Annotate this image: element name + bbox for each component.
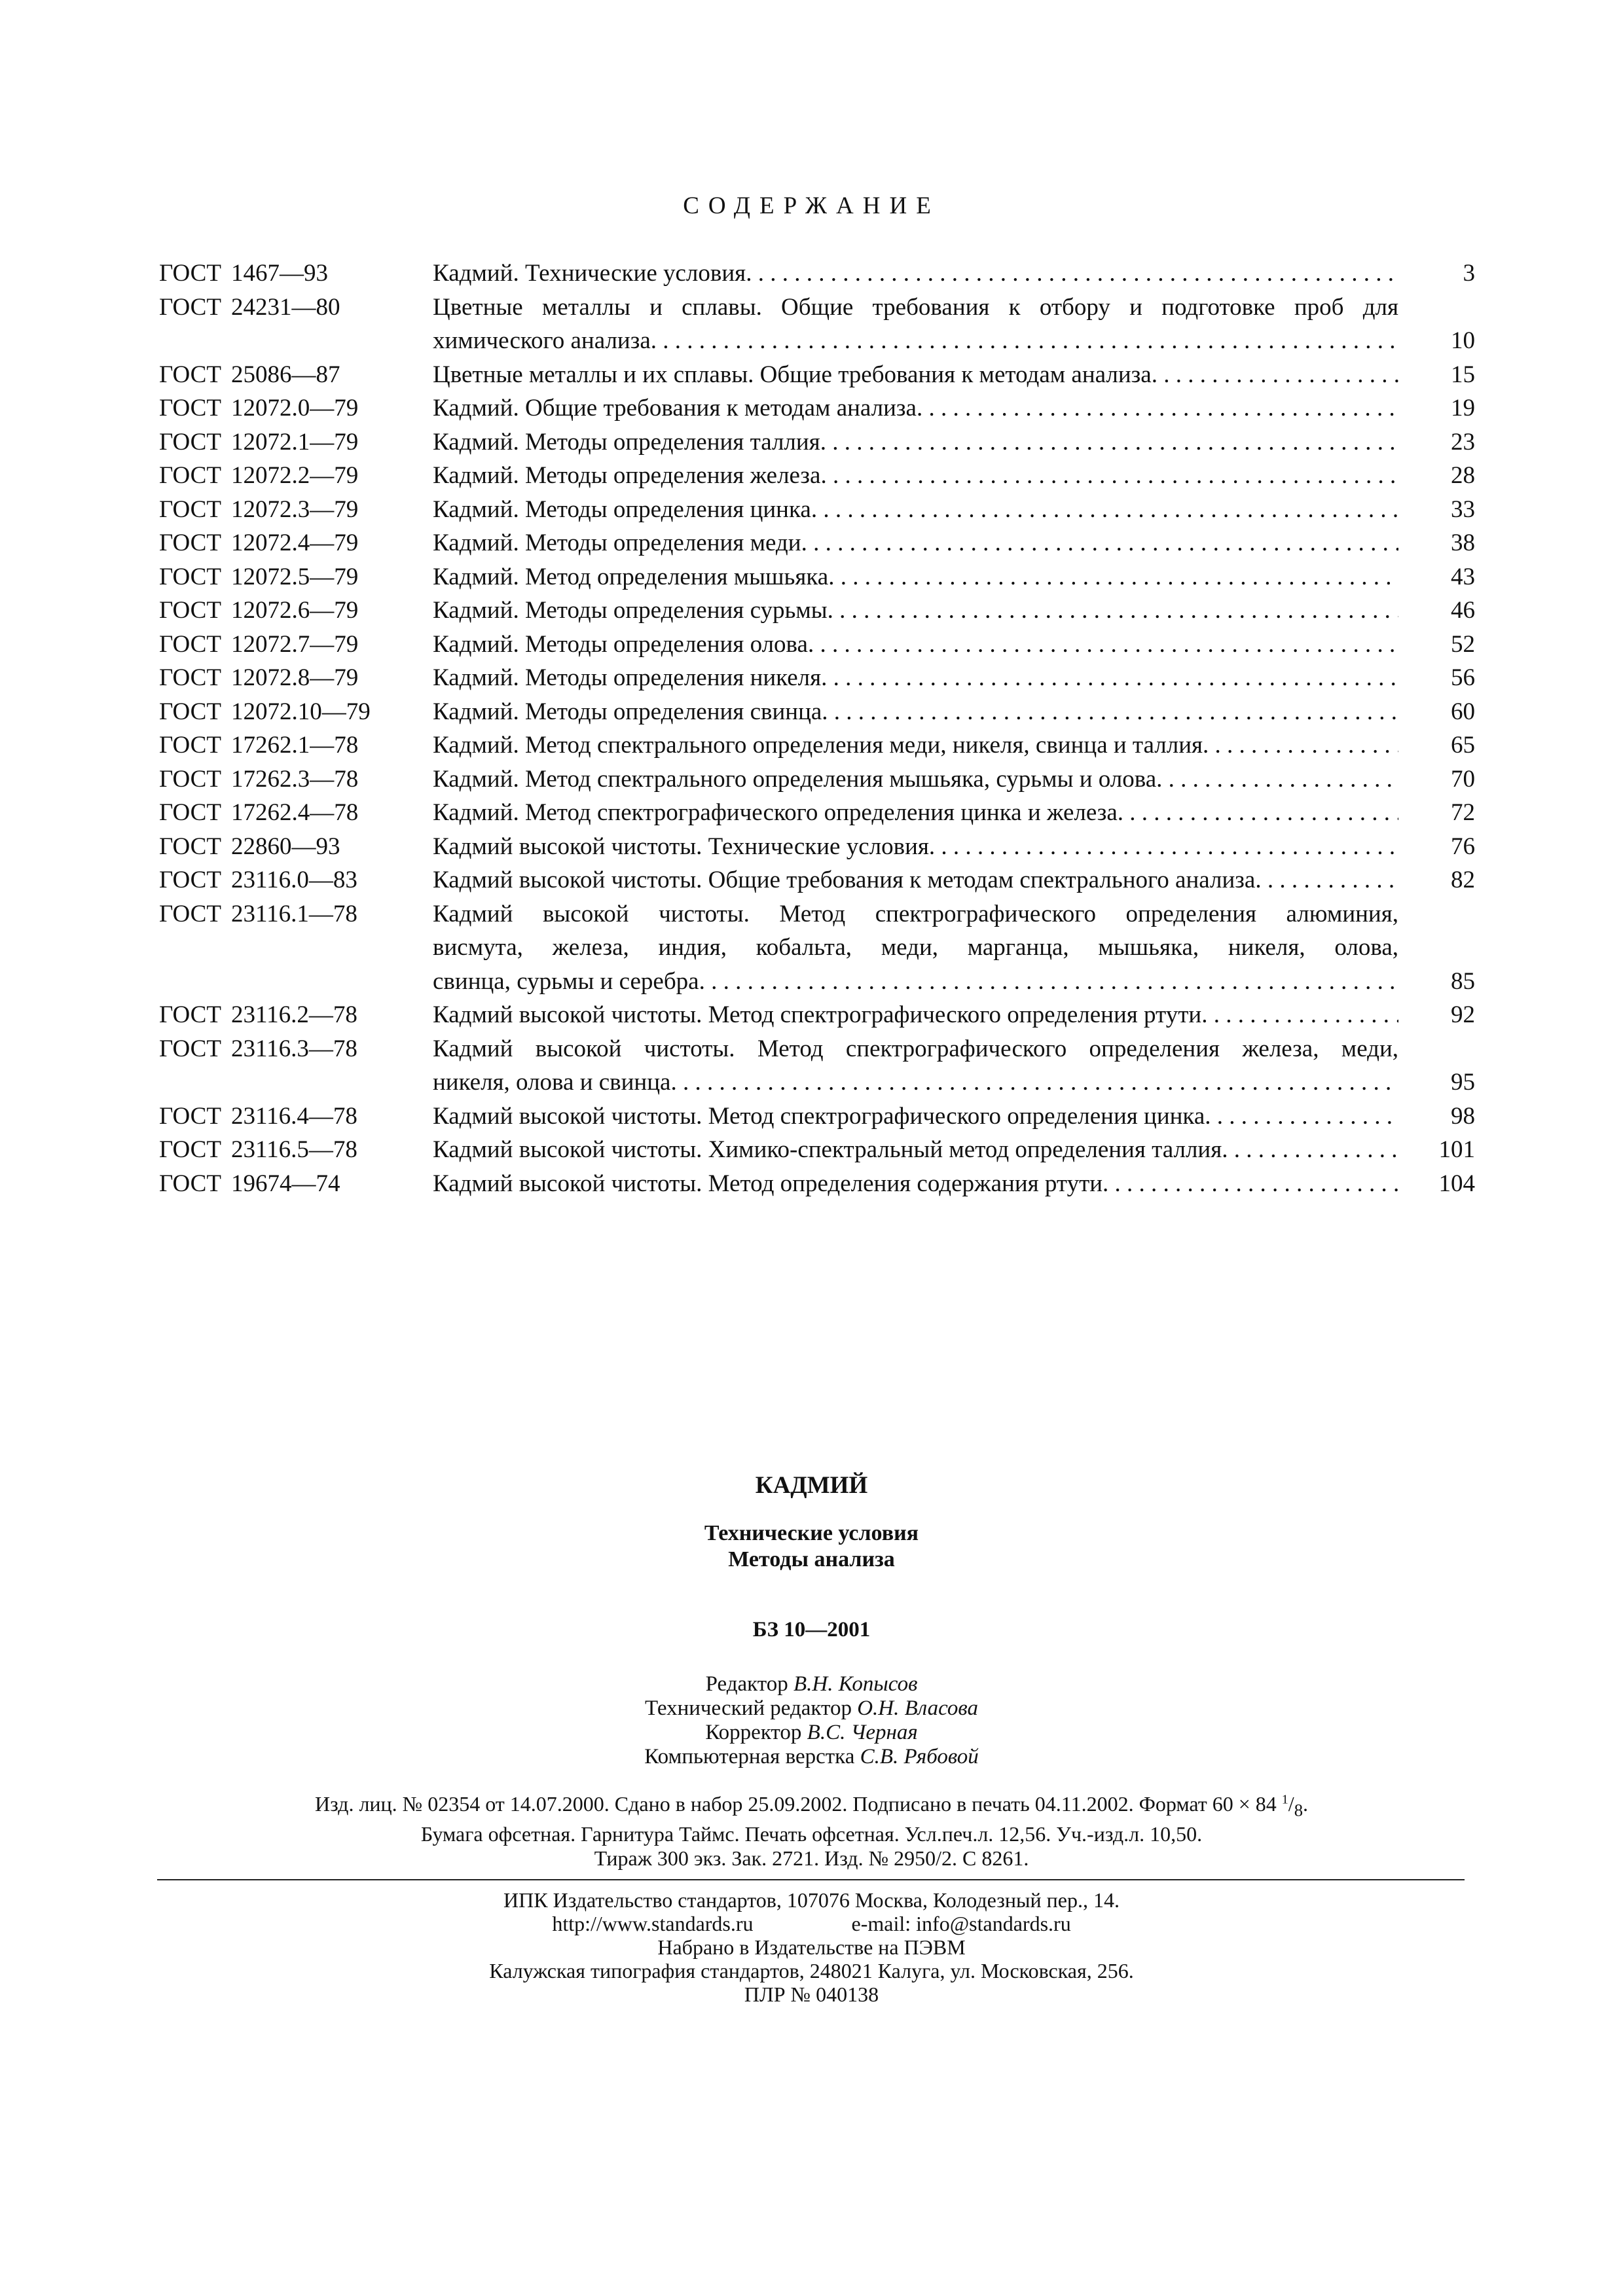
toc-entry-title-line xyxy=(433,391,1398,425)
toc-entry-page-number: 33 xyxy=(1451,495,1475,523)
toc-entry-title-text: Кадмий высокой чистоты. Технические условия xyxy=(433,833,929,860)
toc-entry-title-text: Кадмий. Метод спектрального определения мышьяка, сурьмы и олова xyxy=(433,765,1157,793)
toc-entry-page-number: 15 xyxy=(1451,361,1475,388)
toc-entry-standard xyxy=(159,897,433,931)
horizontal-divider xyxy=(157,1879,1465,1880)
toc-entry-standard xyxy=(159,998,433,1032)
toc-entry-title xyxy=(433,1032,1398,1100)
credit-role: Технический редактор xyxy=(644,1696,852,1720)
toc-entry xyxy=(159,291,1475,358)
toc-entry-title-line xyxy=(433,1066,1398,1100)
toc-dot-leader xyxy=(811,493,1398,527)
toc-entry-title-line xyxy=(433,897,1398,931)
book-title: КАДМИЙ xyxy=(755,1472,868,1499)
toc-dot-leader xyxy=(808,628,1398,662)
toc-entry-title-line xyxy=(433,863,1398,897)
toc-dot-leader xyxy=(1156,762,1398,797)
toc-entry-standard-prefix: ГОСТ xyxy=(159,1035,221,1062)
toc-entry-standard-number: 12072.5—79 xyxy=(231,563,359,590)
toc-entry-standard-number: 23116.1—78 xyxy=(231,900,357,927)
publication-info-text: Изд. лиц. № 02354 от 14.07.2000. Сдано в набор 25.09.2002. Подписано в печать 04.11.2002. Формат 60 × 84 xyxy=(314,1792,1277,1816)
toc-entry-title-text: Кадмий. Методы определения железа xyxy=(433,462,821,489)
toc-entry-standard xyxy=(159,358,433,392)
toc-entry xyxy=(159,762,1475,797)
toc-entry-standard-number: 17262.4—78 xyxy=(231,799,359,826)
toc-entry-title xyxy=(433,1100,1398,1134)
toc-entry-title xyxy=(433,998,1398,1032)
toc-entry-title xyxy=(433,358,1398,392)
toc-entry-standard xyxy=(159,1133,433,1167)
toc-entry-standard-prefix: ГОСТ xyxy=(159,1001,221,1028)
toc-entry-title xyxy=(433,425,1398,459)
toc-dot-leader xyxy=(820,425,1398,459)
toc-entry xyxy=(159,391,1475,425)
toc-entry-standard-number: 12072.2—79 xyxy=(231,462,359,489)
toc-entry xyxy=(159,1167,1475,1201)
toc-entry-title xyxy=(433,493,1398,527)
credit-line xyxy=(0,1721,1623,1745)
credit-role: Компьютерная верстка xyxy=(644,1745,855,1768)
toc-dot-leader xyxy=(1201,998,1398,1032)
toc-dot-leader xyxy=(1222,1133,1398,1167)
toc-entry-title-line xyxy=(433,762,1398,797)
toc-entry-standard xyxy=(159,762,433,797)
toc-entry-title xyxy=(433,1133,1398,1167)
toc-dot-leader xyxy=(821,661,1398,695)
toc-entry-title-text: Кадмий высокой чистоты. Метод спектрографического определения железа, меди, xyxy=(433,1035,1398,1062)
toc-entry-standard-prefix: ГОСТ xyxy=(159,900,221,927)
toc-entry-page-number: 95 xyxy=(1451,1069,1475,1096)
toc-entry-standard xyxy=(159,257,433,291)
publisher-email: e-mail: info@standards.ru xyxy=(851,1912,1071,1935)
toc-entry-page-number: 72 xyxy=(1451,799,1475,826)
toc-dot-leader xyxy=(651,324,1398,358)
toc-entry-title-line xyxy=(433,830,1398,864)
publisher-info xyxy=(0,1888,1623,2006)
toc-entry-standard-number: 23116.0—83 xyxy=(231,867,357,893)
toc-entry-page-number: 98 xyxy=(1451,1102,1475,1130)
toc-entry xyxy=(159,459,1475,493)
credit-role: Редактор xyxy=(705,1672,788,1696)
toc-entry-title-text: Кадмий. Методы определения свинца xyxy=(433,698,822,725)
toc-entry xyxy=(159,628,1475,662)
toc-entry xyxy=(159,661,1475,695)
toc-entry-title-text: Кадмий. Методы определения цинка xyxy=(433,495,811,523)
toc-entry-standard xyxy=(159,661,433,695)
toc-entry xyxy=(159,425,1475,459)
toc-entry-standard-number: 22860—93 xyxy=(231,833,340,860)
toc-entry-standard xyxy=(159,526,433,560)
bz-number: БЗ 10—2001 xyxy=(752,1618,871,1641)
toc-entry-title xyxy=(433,1167,1398,1201)
book-subtitles xyxy=(0,1520,1623,1573)
toc-entry-standard xyxy=(159,728,433,762)
toc-entry xyxy=(159,1032,1475,1100)
toc-dot-leader xyxy=(801,526,1398,560)
toc-entry-title-line xyxy=(433,594,1398,628)
toc-entry-title-line xyxy=(433,796,1398,830)
toc-entry-title-text: Кадмий. Методы определения сурьмы xyxy=(433,597,828,624)
toc-entry-title xyxy=(433,728,1398,762)
toc-dot-leader xyxy=(828,560,1398,594)
toc-entry-title-line xyxy=(433,998,1398,1032)
toc-entry-title-text: Кадмий высокой чистоты. Метод спектрографического определения ртути xyxy=(433,1001,1202,1028)
toc-entry xyxy=(159,1100,1475,1134)
toc-entry-title-text: Кадмий высокой чистоты. Общие требования к методам спектрального анализа xyxy=(433,867,1256,893)
toc-entry xyxy=(159,998,1475,1032)
editorial-credits xyxy=(0,1672,1623,1769)
toc-entry-title-text: Кадмий. Общие требования к методам анализа xyxy=(433,395,917,422)
toc-entry-standard xyxy=(159,493,433,527)
toc-entry-standard-prefix: ГОСТ xyxy=(159,293,221,321)
publisher-web-contacts xyxy=(0,1912,1623,1935)
toc-entry-standard-number: 12072.3—79 xyxy=(231,495,359,523)
toc-entry-title-line xyxy=(433,1133,1398,1167)
toc-entry-standard-number: 23116.5—78 xyxy=(231,1136,357,1163)
toc-entry-standard-number: 12072.8—79 xyxy=(231,664,359,691)
toc-entry-standard-number: 19674—74 xyxy=(231,1170,340,1197)
toc-entry-standard-number: 12072.7—79 xyxy=(231,630,359,658)
toc-entry-page-number: 65 xyxy=(1451,732,1475,759)
toc-entry-title-line xyxy=(433,291,1398,325)
toc-entry-title-text: Кадмий высокой чистоты. Химико-спектральный метод определения таллия xyxy=(433,1136,1222,1163)
credit-role: Корректор xyxy=(705,1721,802,1744)
toc-entry-title-text: Кадмий. Методы определения таллия xyxy=(433,428,820,456)
toc-entry-title xyxy=(433,594,1398,628)
toc-dot-leader xyxy=(1118,796,1398,830)
toc-entry-standard-prefix: ГОСТ xyxy=(159,361,221,388)
toc-entry xyxy=(159,897,1475,999)
toc-entry-page-number: 10 xyxy=(1451,327,1475,354)
toc-entry-title-text: Кадмий высокой чистоты. Метод определения содержания ртути xyxy=(433,1170,1103,1197)
toc-entry-standard-prefix: ГОСТ xyxy=(159,529,221,556)
toc-entry-standard xyxy=(159,560,433,594)
toc-entry-standard xyxy=(159,628,433,662)
toc-entry-standard-prefix: ГОСТ xyxy=(159,799,221,826)
toc-entry-standard xyxy=(159,391,433,425)
printing-house: Калужская типография стандартов, 248021 Калуга, ул. Московская, 256. xyxy=(489,1959,1134,1982)
toc-entry-title xyxy=(433,796,1398,830)
typesetting-note: Набрано в Издательстве на ПЭВМ xyxy=(657,1935,966,1959)
toc-entry-standard-prefix: ГОСТ xyxy=(159,495,221,523)
toc-dot-leader xyxy=(929,830,1398,864)
toc-entry-standard xyxy=(159,1167,433,1201)
toc-heading: СОДЕРЖАНИЕ xyxy=(683,192,940,219)
credit-name: О.Н. Власова xyxy=(857,1696,979,1720)
toc-dot-leader xyxy=(1255,863,1398,897)
toc-entry-title-line xyxy=(433,728,1398,762)
toc-entry-page-number: 76 xyxy=(1451,833,1475,860)
toc-entry-page-number: 82 xyxy=(1451,867,1475,893)
toc-entry-standard-number: 17262.1—78 xyxy=(231,732,359,759)
toc-entry-title-text: никеля, олова и свинца xyxy=(433,1069,671,1096)
toc-entry-title xyxy=(433,560,1398,594)
format-fraction-numerator: 1 xyxy=(1281,1792,1288,1807)
toc-entry-title-line xyxy=(433,459,1398,493)
toc-entry-title-line xyxy=(433,965,1398,999)
toc-entry-title-line xyxy=(433,931,1398,965)
toc-dot-leader xyxy=(1152,358,1398,392)
toc-entry-title-text: Кадмий высокой чистоты. Метод спектрографического определения цинка xyxy=(433,1102,1205,1130)
toc-entry-standard-prefix: ГОСТ xyxy=(159,597,221,624)
toc-entry-title xyxy=(433,897,1398,999)
toc-entry-page-number: 85 xyxy=(1451,967,1475,995)
toc-entry-standard xyxy=(159,425,433,459)
toc-entry-standard-number: 23116.3—78 xyxy=(231,1035,357,1062)
subtitle-technical-conditions: Технические условия xyxy=(704,1521,919,1545)
toc-entry-page-number: 28 xyxy=(1451,462,1475,489)
toc-dot-leader xyxy=(820,459,1398,493)
format-fraction-denominator: 8 xyxy=(1294,1800,1304,1820)
toc-entry-standard-prefix: ГОСТ xyxy=(159,765,221,793)
toc-entry-title xyxy=(433,661,1398,695)
toc-entry-standard-number: 25086—87 xyxy=(231,361,340,388)
toc-entry-title-line xyxy=(433,358,1398,392)
toc-entry xyxy=(159,863,1475,897)
toc-entry-standard-number: 17262.3—78 xyxy=(231,765,359,793)
credit-name: В.Н. Копысов xyxy=(793,1672,918,1696)
toc-dot-leader xyxy=(670,1066,1398,1100)
toc-entry-page-number: 92 xyxy=(1451,1001,1475,1028)
toc-entry-title-text: Кадмий. Метод спектрографического определения цинка и железа xyxy=(433,799,1118,826)
toc-entry-standard xyxy=(159,594,433,628)
toc-entry-standard-prefix: ГОСТ xyxy=(159,664,221,691)
toc-entry-page-number: 104 xyxy=(1438,1170,1475,1197)
toc-dot-leader xyxy=(1203,728,1398,762)
toc-entry xyxy=(159,728,1475,762)
toc-entry-title-text: Кадмий. Метод спектрального определения меди, никеля, свинца и таллия xyxy=(433,732,1203,759)
toc-entry-standard-number: 12072.10—79 xyxy=(231,698,371,725)
toc-entry-title-text: Кадмий высокой чистоты. Метод спектрографического определения алюминия, xyxy=(433,900,1398,927)
toc-entry-title xyxy=(433,863,1398,897)
toc-entry xyxy=(159,257,1475,291)
toc-entry-standard-number: 12072.4—79 xyxy=(231,529,359,556)
toc-entry-standard xyxy=(159,863,433,897)
toc-entry-title-line xyxy=(433,324,1398,358)
toc-entry-standard-number: 12072.0—79 xyxy=(231,395,359,422)
toc-entry-title-line xyxy=(433,425,1398,459)
toc-entry-title-text: химического анализа xyxy=(433,327,651,354)
toc-entry-title-text: Кадмий. Метод определения мышьяка xyxy=(433,563,829,590)
toc-entry-title-text: Кадмий. Технические условия xyxy=(433,260,746,287)
toc-entry-standard xyxy=(159,830,433,864)
toc-entry-standard-prefix: ГОСТ xyxy=(159,462,221,489)
toc-entry-standard-number: 12072.1—79 xyxy=(231,428,359,456)
toc-entry-page-number: 43 xyxy=(1451,563,1475,590)
toc-entry-title xyxy=(433,257,1398,291)
toc-entry-title xyxy=(433,762,1398,797)
toc-entry-standard-prefix: ГОСТ xyxy=(159,833,221,860)
toc-entry-standard-number: 12072.6—79 xyxy=(231,597,359,624)
toc-entry-standard-prefix: ГОСТ xyxy=(159,1170,221,1197)
subtitle-analysis-methods: Методы анализа xyxy=(728,1547,895,1571)
publisher-address: ИПК Издательство стандартов, 107076 Москва, Колодезный пер., 14. xyxy=(503,1888,1120,1912)
toc-entry-standard-prefix: ГОСТ xyxy=(159,630,221,658)
toc-entry-title-text: Цветные металлы и сплавы. Общие требования к отбору и подготовке проб для xyxy=(433,293,1398,321)
toc-entry-page-number: 101 xyxy=(1438,1136,1475,1163)
toc-entry-page-number: 60 xyxy=(1451,698,1475,725)
toc-entry-standard xyxy=(159,459,433,493)
toc-dot-leader xyxy=(917,391,1398,425)
toc-dot-leader xyxy=(1205,1100,1398,1134)
toc-entry-page-number: 70 xyxy=(1451,765,1475,793)
publication-info-line-2: Бумага офсетная. Гарнитура Таймс. Печать офсетная. Усл.печ.л. 12,56. Уч.-изд.л. 10,50. xyxy=(420,1822,1203,1846)
toc-entry-title xyxy=(433,291,1398,358)
toc-entry-standard-prefix: ГОСТ xyxy=(159,428,221,456)
toc-entry-standard-prefix: ГОСТ xyxy=(159,1136,221,1163)
table-of-contents xyxy=(159,257,1475,1200)
toc-entry-page-number: 19 xyxy=(1451,395,1475,422)
toc-entry-page-number: 23 xyxy=(1451,428,1475,456)
toc-entry-standard-prefix: ГОСТ xyxy=(159,732,221,759)
toc-dot-leader xyxy=(746,257,1398,291)
toc-entry-title-line xyxy=(433,1032,1398,1066)
toc-entry-page-number: 38 xyxy=(1451,529,1475,556)
toc-entry-title xyxy=(433,695,1398,729)
toc-entry-standard-number: 24231—80 xyxy=(231,293,340,321)
toc-entry-title xyxy=(433,526,1398,560)
toc-entry-title-line xyxy=(433,661,1398,695)
toc-dot-leader xyxy=(699,965,1398,999)
toc-entry-standard xyxy=(159,1032,433,1066)
credit-name: В.С. Черная xyxy=(807,1721,918,1744)
toc-entry xyxy=(159,796,1475,830)
toc-dot-leader xyxy=(822,695,1398,729)
toc-entry xyxy=(159,1133,1475,1167)
toc-entry-standard-prefix: ГОСТ xyxy=(159,395,221,422)
credit-line xyxy=(0,1745,1623,1769)
toc-entry-standard xyxy=(159,1100,433,1134)
publisher-website: http://www.standards.ru xyxy=(552,1912,754,1935)
toc-entry-standard xyxy=(159,291,433,325)
toc-entry-page-number: 46 xyxy=(1451,597,1475,624)
toc-entry-title xyxy=(433,628,1398,662)
toc-entry-title-text: Кадмий. Методы определения никеля xyxy=(433,664,822,691)
toc-entry-title-line xyxy=(433,1167,1398,1201)
toc-entry-title-text: свинца, сурьмы и серебра xyxy=(433,967,699,995)
toc-entry-title xyxy=(433,391,1398,425)
toc-entry xyxy=(159,594,1475,628)
toc-entry-title-text: висмута, железа, индия, кобальта, меди, марганца, мышьяка, никеля, олова, xyxy=(433,934,1398,961)
credit-name: С.В. Рябовой xyxy=(860,1745,979,1768)
toc-entry-standard-prefix: ГОСТ xyxy=(159,260,221,287)
toc-entry-title-line xyxy=(433,493,1398,527)
plr-number: ПЛР № 040138 xyxy=(744,1982,879,2006)
toc-entry-page-number: 52 xyxy=(1451,630,1475,658)
toc-entry xyxy=(159,695,1475,729)
toc-dot-leader xyxy=(1103,1167,1398,1201)
toc-entry xyxy=(159,526,1475,560)
toc-entry-title-line xyxy=(433,526,1398,560)
toc-entry-standard-number: 23116.4—78 xyxy=(231,1102,357,1130)
toc-entry-title-line xyxy=(433,1100,1398,1134)
toc-entry-title-text: Кадмий. Методы определения олова xyxy=(433,630,808,658)
credit-line xyxy=(0,1696,1623,1721)
toc-entry-title-line xyxy=(433,628,1398,662)
toc-entry-page-number: 56 xyxy=(1451,664,1475,691)
toc-entry xyxy=(159,358,1475,392)
credit-line xyxy=(0,1672,1623,1696)
toc-dot-leader xyxy=(828,594,1398,628)
publication-info xyxy=(0,1792,1623,1871)
toc-entry-standard-number: 23116.2—78 xyxy=(231,1001,357,1028)
toc-entry xyxy=(159,830,1475,864)
toc-entry-title xyxy=(433,830,1398,864)
toc-entry-title-text: Цветные металлы и их сплавы. Общие требования к методам анализа xyxy=(433,361,1152,388)
toc-entry-standard-prefix: ГОСТ xyxy=(159,563,221,590)
toc-entry-title-line xyxy=(433,560,1398,594)
toc-entry-title-line xyxy=(433,695,1398,729)
toc-entry-title-text: Кадмий. Методы определения меди xyxy=(433,529,801,556)
publication-info-line-1: Изд. лиц. № 02354 от 14.07.2000. Сдано в набор 25.09.2002. Подписано в печать 04.11.2002. Формат 60 × 84 $^1/_8$. xyxy=(314,1792,1309,1820)
toc-entry-standard xyxy=(159,796,433,830)
toc-entry xyxy=(159,560,1475,594)
toc-entry-page-number: 3 xyxy=(1463,260,1475,287)
toc-entry-standard-prefix: ГОСТ xyxy=(159,698,221,725)
toc-entry xyxy=(159,493,1475,527)
toc-entry-title-line xyxy=(433,257,1398,291)
toc-entry-standard xyxy=(159,695,433,729)
publication-info-line-3: Тираж 300 экз. Зак. 2721. Изд. № 2950/2. С 8261. xyxy=(594,1846,1029,1871)
toc-entry-standard-prefix: ГОСТ xyxy=(159,1102,221,1130)
toc-entry-standard-number: 1467—93 xyxy=(231,260,328,287)
toc-entry-title xyxy=(433,459,1398,493)
toc-entry-standard-prefix: ГОСТ xyxy=(159,867,221,893)
